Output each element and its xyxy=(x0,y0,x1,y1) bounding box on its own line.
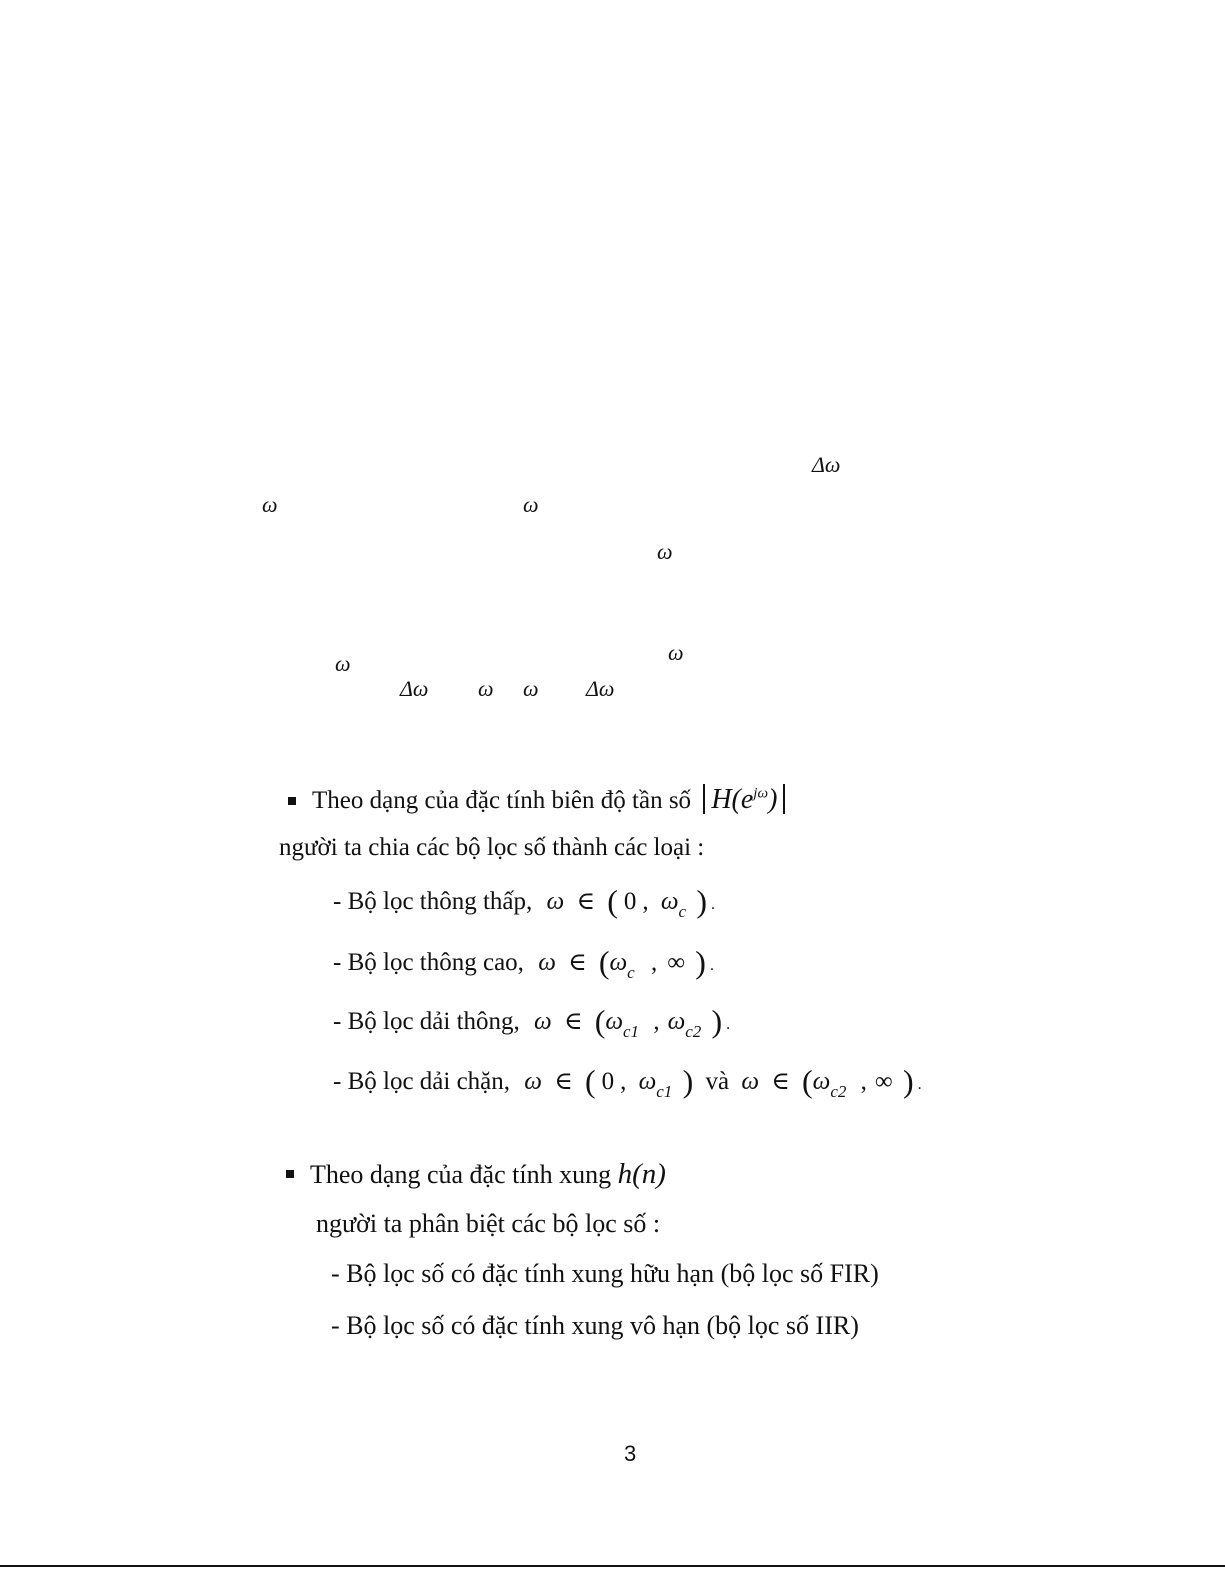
section2-continuation: người ta phân biệt các bộ lọc số : xyxy=(316,1209,661,1238)
delta-omega-symbol: Δω xyxy=(400,676,429,701)
filter-type-highpass: - Bộ lọc thông cao, ω ∈ ($\omega_c$ , ∞ ) . xyxy=(333,944,714,982)
omega-symbol: ω xyxy=(523,492,539,517)
delta-omega-symbol: Δω xyxy=(586,676,615,701)
abs-bar-right xyxy=(783,784,785,814)
omega-symbol: ω xyxy=(335,651,351,676)
highpass-range: ω ∈ ($\omega_c$ , ∞ ) . xyxy=(538,944,714,982)
lowpass-range: ω ∈ ( 0 , $\omega_c$ ) . xyxy=(546,883,715,921)
transfer-function: $H(e^{j\omega})$ xyxy=(711,784,778,815)
bullet xyxy=(286,1170,294,1178)
filter-type-lowpass: - Bộ lọc thông thấp, ω ∈ ( 0 , $\omega_c$ ) . xyxy=(333,883,715,921)
omega-symbol: ω xyxy=(523,676,539,701)
filter-type-bandstop: - Bộ lọc dải chặn, ω ∈ ( 0 , $\omega_{c1}$ ) và ω ∈ ($\omega_{c2}$ , ∞ ) . xyxy=(333,1063,922,1101)
page-number: 3 xyxy=(624,1441,637,1466)
omega-symbol: ω xyxy=(657,539,673,564)
bottom-border xyxy=(0,1565,1225,1567)
abs-bar-left xyxy=(703,784,705,814)
filter-class-fir: - Bộ lọc số có đặc tính xung hữu hạn (bộ lọc số FIR) xyxy=(331,1259,879,1288)
omega-symbol: ω xyxy=(262,492,278,517)
section1-continuation: người ta chia các bộ lọc số thành các loại : xyxy=(279,834,705,861)
delta-omega-symbol: Δω xyxy=(812,452,841,477)
bullet xyxy=(288,797,296,805)
omega-symbol: ω xyxy=(478,676,494,701)
filter-type-bandpass: - Bộ lọc dải thông, ω ∈ ($\omega_{c1}$ , $\omega_{c2}$ ) . xyxy=(333,1003,731,1041)
bandpass-range: ω ∈ ($\omega_{c1}$ , $\omega_{c2}$ ) . xyxy=(534,1003,731,1041)
section2-intro: Theo dạng của đặc tính xung h(n) xyxy=(310,1158,666,1190)
omega-symbol: ω xyxy=(668,640,684,665)
impulse-response: h(n) xyxy=(617,1158,666,1190)
bandstop-range: ω ∈ ( 0 , $\omega_{c1}$ ) và ω ∈ ($\omega_{c2}$ , ∞ ) . xyxy=(524,1063,922,1101)
filter-class-iir: - Bộ lọc số có đặc tính xung vô hạn (bộ lọc số IIR) xyxy=(331,1311,859,1340)
section1-intro: Theo dạng của đặc tính biên độ tần số $H(e^{j\omega})$ xyxy=(312,784,791,816)
